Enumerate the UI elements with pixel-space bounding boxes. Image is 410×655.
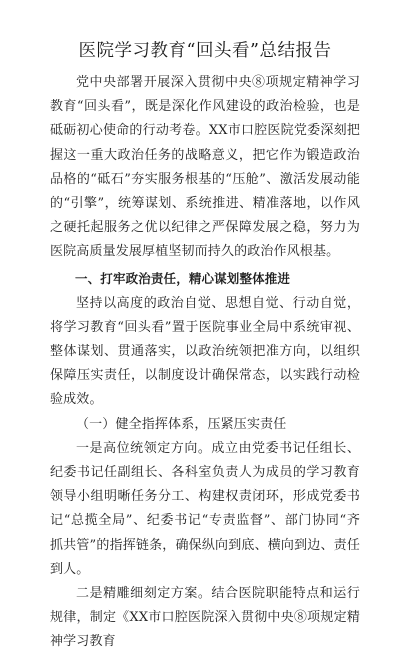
body-paragraph: 二是精雕细刻定方案。结合医院职能特点和运行规律，制定《XX市口腔医院深入贯彻中央⑧项规定精神学习教育	[50, 586, 360, 650]
document-title: 医院学习教育“回头看”总结报告	[78, 41, 332, 61]
intro-paragraph: 党中央部署开展深入贯彻中央⑧项规定精神学习教育“回头看”，既是深化作风建设的政治检验，也是砥砺初心使命的行动考卷。XX市口腔医院党委深刻把握这一重大政治任务的战略意义，把它作为锻造政治品格的“砥石”夯实服务根基的“压舱”、激活发展动能的“引擎”，统筹谋划、系统推进、精准落地，以作风之硬托起服务之优以纪律之严保障发展之稳，努力为医院高质量发展厚植坚韧而持久的政治作风根基。	[50, 75, 360, 260]
section-heading: 一、打牢政治责任，精心谋划整体推进	[75, 270, 291, 286]
document-body	[50, 71, 360, 655]
subsection-heading: （一）健全指挥体系，压紧压实责任	[76, 416, 287, 432]
body-paragraph: 一是高位统领定方向。成立由党委书记任组长、纪委书记任副组长、各科室负责人为成员的学习教育领导小组明晰任务分工、构建权责闭环，形成党委书记“总揽全局”、纪委书记“专责监督”、部门协同“齐抓共管”的指挥链条，确保纵向到底、横向到边、责任到人。	[50, 440, 360, 577]
section-paragraph: 坚持以高度的政治自觉、思想自觉、行动自觉，将学习教育“回头看”置于医院事业全局中系统审视、整体谋划、贯通落实，以政治统领把准方向，以组织保障压实责任，以制度设计确保常态，以实践行动检验成效。	[50, 295, 360, 408]
